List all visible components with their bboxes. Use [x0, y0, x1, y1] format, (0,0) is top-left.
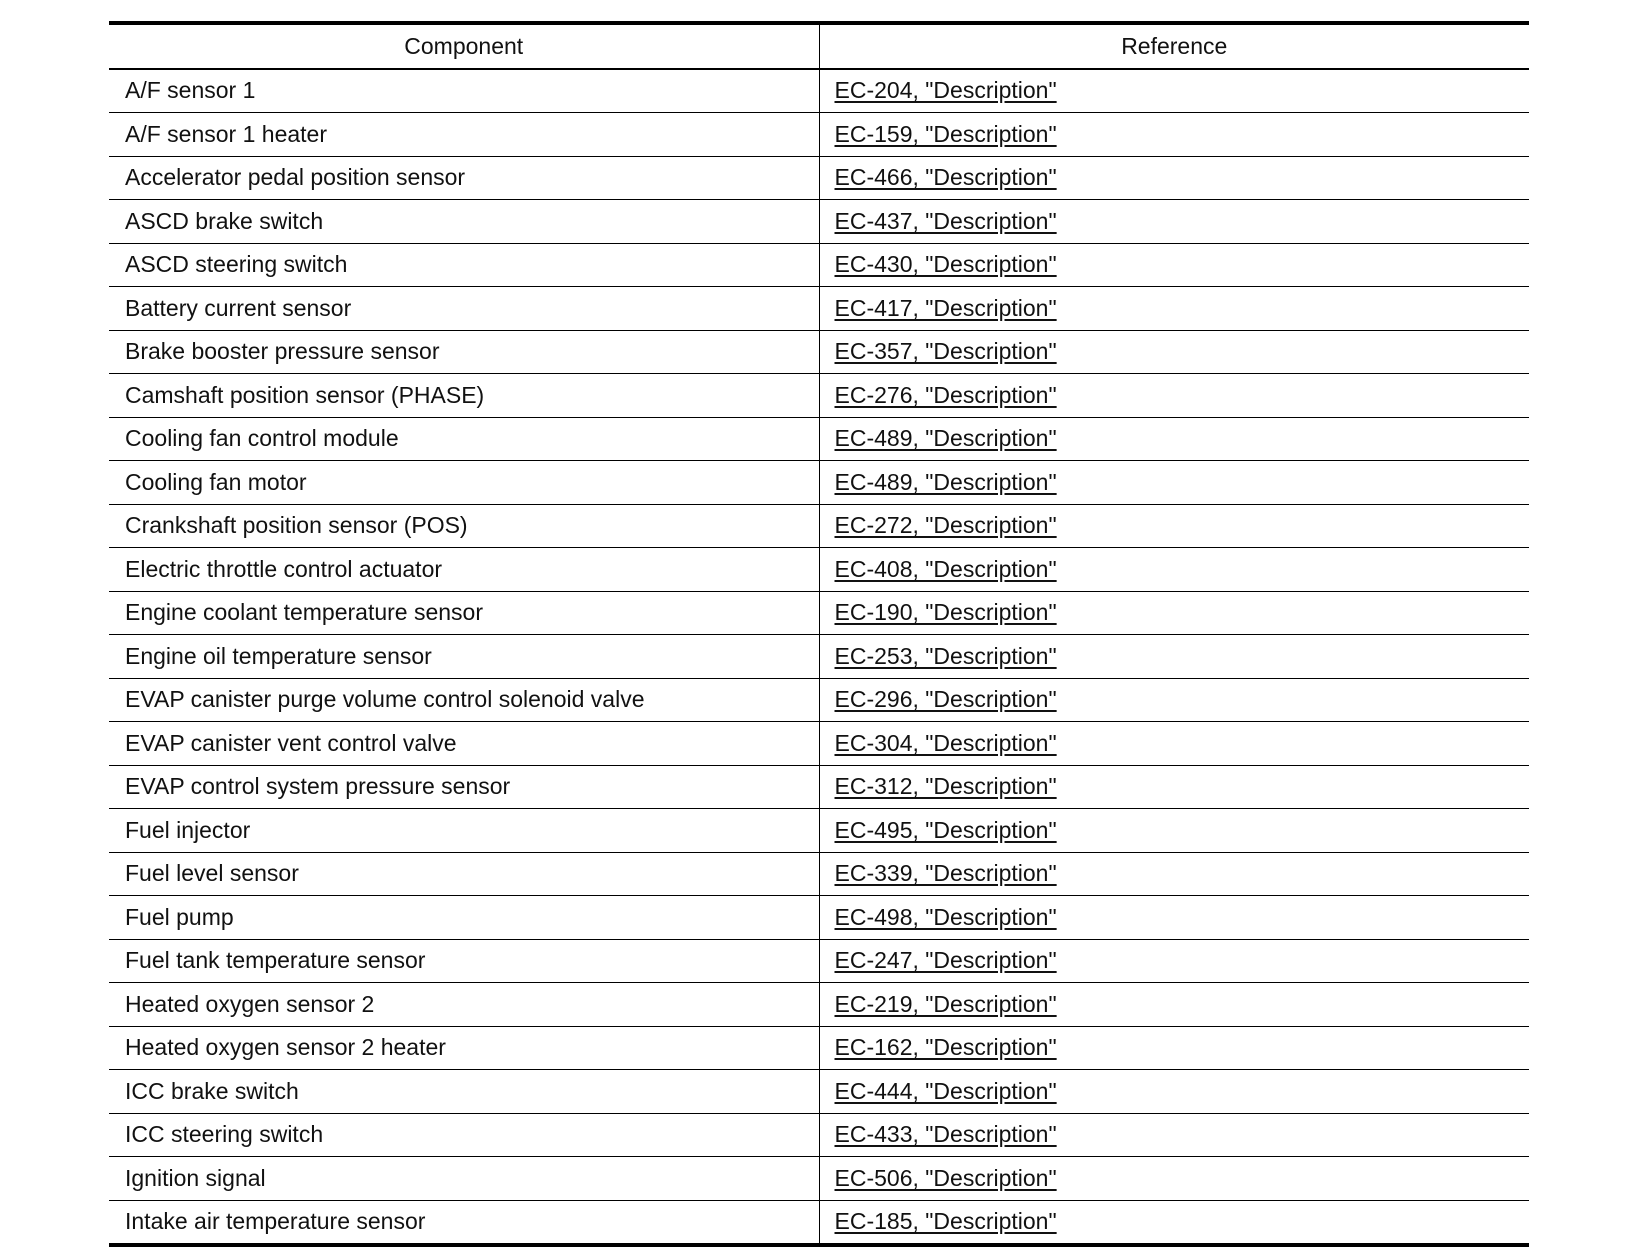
component-cell: EVAP canister vent control valve: [109, 722, 819, 766]
reference-link[interactable]: EC-272, "Description": [834, 512, 1057, 539]
component-cell: Engine coolant temperature sensor: [109, 591, 819, 635]
table-row: [109, 896, 1529, 940]
reference-link[interactable]: EC-489, "Description": [834, 425, 1057, 452]
reference-cell: [819, 765, 1529, 809]
table-row: [109, 939, 1529, 983]
reference-cell: [819, 200, 1529, 244]
reference-cell: [819, 374, 1529, 418]
reference-cell: [819, 678, 1529, 722]
reference-link[interactable]: EC-312, "Description": [834, 773, 1057, 800]
component-cell: Fuel injector: [109, 809, 819, 853]
component-cell: Fuel pump: [109, 896, 819, 940]
reference-link[interactable]: EC-466, "Description": [834, 164, 1057, 191]
reference-link[interactable]: EC-433, "Description": [834, 1121, 1057, 1148]
reference-cell: [819, 852, 1529, 896]
reference-link[interactable]: EC-489, "Description": [834, 468, 1057, 495]
component-reference-table: [109, 21, 1529, 1247]
component-cell: Cooling fan motor: [109, 461, 819, 505]
table-row: [109, 591, 1529, 635]
component-cell: Engine oil temperature sensor: [109, 635, 819, 679]
table-row: [109, 1157, 1529, 1201]
reference-cell: [819, 896, 1529, 940]
component-cell: Ignition signal: [109, 1157, 819, 1201]
reference-cell: [819, 1113, 1529, 1157]
reference-cell: [819, 243, 1529, 287]
table-row: [109, 113, 1529, 157]
reference-link[interactable]: EC-495, "Description": [834, 816, 1057, 843]
reference-link[interactable]: EC-498, "Description": [834, 903, 1057, 930]
component-cell: A/F sensor 1 heater: [109, 113, 819, 157]
table-row: [109, 1113, 1529, 1157]
component-cell: Heated oxygen sensor 2: [109, 983, 819, 1027]
table-row: [109, 548, 1529, 592]
reference-cell: [819, 722, 1529, 766]
component-cell: ICC brake switch: [109, 1070, 819, 1114]
component-cell: ASCD brake switch: [109, 200, 819, 244]
reference-cell: [819, 548, 1529, 592]
reference-link[interactable]: EC-162, "Description": [834, 1034, 1057, 1061]
table-row: [109, 678, 1529, 722]
table-row: [109, 504, 1529, 548]
reference-cell: [819, 1200, 1529, 1245]
component-cell: Intake air temperature sensor: [125, 1208, 426, 1235]
component-cell: Heated oxygen sensor 2 heater: [109, 1026, 819, 1070]
reference-link[interactable]: EC-408, "Description": [834, 555, 1057, 582]
component-cell: ICC steering switch: [109, 1113, 819, 1157]
component-cell: Battery current sensor: [109, 287, 819, 331]
component-cell: Crankshaft position sensor (POS): [109, 504, 819, 548]
table-row: [109, 243, 1529, 287]
reference-link[interactable]: EC-247, "Description": [834, 947, 1057, 974]
component-cell: ASCD steering switch: [109, 243, 819, 287]
reference-link[interactable]: EC-253, "Description": [834, 642, 1057, 669]
reference-cell: [819, 809, 1529, 853]
reference-link[interactable]: EC-185, "Description": [834, 1208, 1057, 1235]
reference-link[interactable]: EC-159, "Description": [834, 120, 1057, 147]
table-row: [109, 287, 1529, 331]
component-cell: EVAP canister purge volume control solenoid valve: [109, 678, 819, 722]
table-row: [109, 156, 1529, 200]
component-cell: Cooling fan control module: [109, 417, 819, 461]
table-row: [109, 461, 1529, 505]
table-body: [109, 69, 1529, 1246]
table-row: [109, 722, 1529, 766]
component-cell: Fuel tank temperature sensor: [109, 939, 819, 983]
table-row: [109, 635, 1529, 679]
component-cell: Brake booster pressure sensor: [109, 330, 819, 374]
reference-link[interactable]: EC-430, "Description": [834, 251, 1057, 278]
reference-cell: [819, 1070, 1529, 1114]
table-header-row: [109, 23, 1529, 69]
reference-link[interactable]: EC-444, "Description": [834, 1077, 1057, 1104]
reference-cell: [819, 113, 1529, 157]
reference-link[interactable]: EC-190, "Description": [834, 599, 1057, 626]
reference-link[interactable]: EC-506, "Description": [834, 1164, 1057, 1191]
table-row: [109, 1070, 1529, 1114]
component-cell: Fuel level sensor: [109, 852, 819, 896]
reference-cell: [819, 287, 1529, 331]
reference-cell: [819, 1026, 1529, 1070]
reference-cell: [819, 1157, 1529, 1201]
table-row: [109, 374, 1529, 418]
table-row: [109, 983, 1529, 1027]
component-cell: Electric throttle control actuator: [109, 548, 819, 592]
component-cell: EVAP control system pressure sensor: [109, 765, 819, 809]
table-row: [109, 765, 1529, 809]
component-cell: Accelerator pedal position sensor: [109, 156, 819, 200]
reference-link[interactable]: EC-219, "Description": [834, 990, 1057, 1017]
table-row: [109, 1026, 1529, 1070]
reference-cell: [819, 461, 1529, 505]
component-cell: Camshaft position sensor (PHASE): [109, 374, 819, 418]
reference-link[interactable]: EC-204, "Description": [834, 77, 1057, 104]
column-header-component: Component: [109, 23, 819, 69]
reference-cell: [819, 983, 1529, 1027]
table-row: [109, 69, 1529, 113]
reference-link[interactable]: EC-339, "Description": [834, 860, 1057, 887]
table-row: [109, 809, 1529, 853]
reference-link[interactable]: EC-276, "Description": [834, 381, 1057, 408]
reference-link[interactable]: EC-437, "Description": [834, 207, 1057, 234]
component-cell: A/F sensor 1: [109, 69, 819, 113]
reference-link[interactable]: EC-304, "Description": [834, 729, 1057, 756]
column-header-reference: Reference: [819, 23, 1529, 69]
reference-cell: [819, 69, 1529, 113]
table-row: [109, 852, 1529, 896]
reference-cell: [819, 939, 1529, 983]
table-row: [109, 330, 1529, 374]
reference-cell: [819, 417, 1529, 461]
reference-cell: [819, 156, 1529, 200]
table-row: [109, 200, 1529, 244]
table-row: [109, 1200, 1529, 1245]
reference-cell: [819, 591, 1529, 635]
reference-link[interactable]: EC-357, "Description": [834, 338, 1057, 365]
reference-link[interactable]: EC-417, "Description": [834, 294, 1057, 321]
reference-cell: [819, 330, 1529, 374]
reference-link[interactable]: EC-296, "Description": [834, 686, 1057, 713]
reference-cell: [819, 635, 1529, 679]
reference-cell: [819, 504, 1529, 548]
table-row: [109, 417, 1529, 461]
